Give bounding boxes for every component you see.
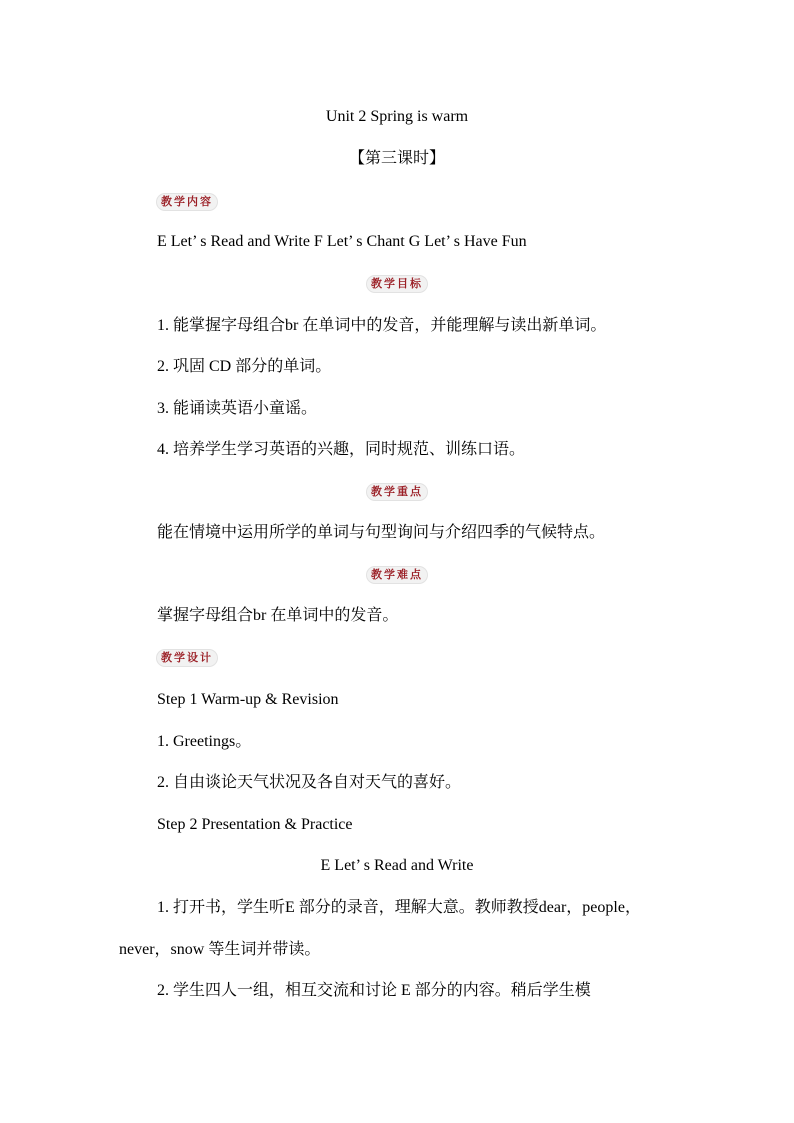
objective-item-3: 3. 能诵读英语小童谣。 <box>157 400 318 417</box>
section-badge-objectives: 教学目标 <box>367 276 427 292</box>
objective-item-4: 4. 培养学生学习英语的兴趣，同时规范、训练口语。 <box>157 441 526 458</box>
section-badge-key-points: 教学重点 <box>367 484 427 500</box>
step1-item-2: 2. 自由谈论天气状况及各自对天气的喜好。 <box>157 774 462 791</box>
step2-heading: Step 2 Presentation & Practice <box>157 816 353 833</box>
step2-item2-line1: 2. 学生四人一组，相互交流和讨论 E 部分的内容。稍后学生模 <box>157 982 591 999</box>
content-text: E Let’ s Read and Write F Let’ s Chant G Let’ s Have Fun <box>157 233 527 250</box>
step1-item-1: 1. Greetings。 <box>157 733 252 750</box>
section-badge-design: 教学设计 <box>157 650 217 666</box>
key-points-text: 能在情境中运用所学的单词与句型询问与介绍四季的气候特点。 <box>157 524 606 541</box>
section-badge-content: 教学内容 <box>157 194 217 210</box>
step2-item1-line1: 1. 打开书，学生听E 部分的录音，理解大意。教师教授dear，people， <box>157 899 641 916</box>
objective-item-1: 1. 能掌握字母组合br 在单词中的发音，并能理解与读出新单词。 <box>157 317 607 334</box>
step2-subheading: E Let’ s Read and Write <box>320 857 474 874</box>
step1-heading: Step 1 Warm-up & Revision <box>157 691 339 708</box>
step2-item1-line2: never，snow 等生词并带读。 <box>119 941 321 958</box>
page-title: Unit 2 Spring is warm <box>325 108 469 125</box>
section-badge-difficulties: 教学难点 <box>367 567 427 583</box>
objective-item-2: 2. 巩固 CD 部分的单词。 <box>157 358 332 375</box>
difficulties-text: 掌握字母组合br 在单词中的发音。 <box>157 607 399 624</box>
lesson-label: 【第三课时】 <box>348 150 445 167</box>
